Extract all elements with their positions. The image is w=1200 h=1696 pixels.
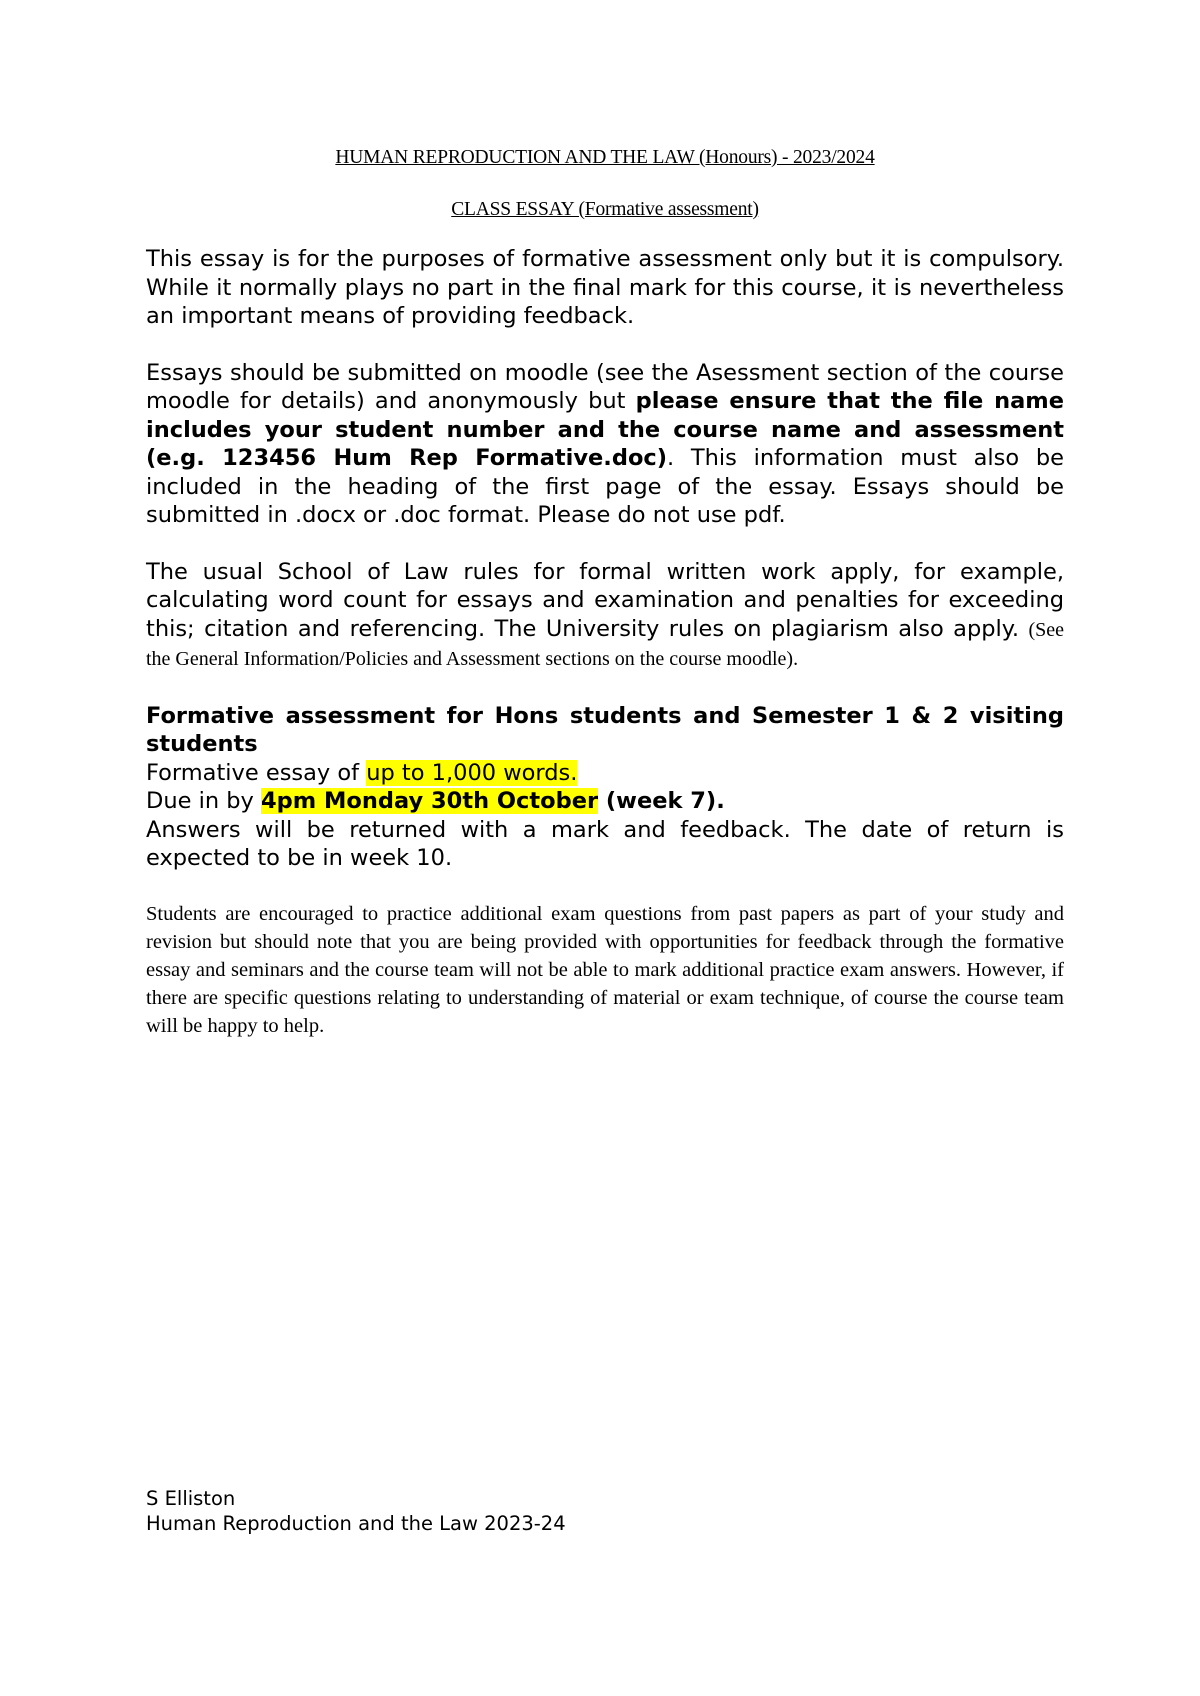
essay-length-line	[146, 759, 1064, 788]
submission-filename-instruction: please ensure that the file name includes your student number and the course name and assessment (e.g. 123456 Hum Rep Formative.doc)	[146, 388, 1064, 471]
rules-text: The usual School of Law rules for formal written work apply, for example, calculating word count for essays and examination and penalties for exceeding this; citation and referencing. The University rules on plagiarism also apply.	[146, 558, 1064, 642]
return-info: Answers will be returned with a mark and feedback. The date of return is expected to be in week 10.	[146, 816, 1064, 871]
footer-course: Human Reproduction and the Law 2023-24	[146, 1512, 566, 1535]
rules-paragraph	[146, 558, 1064, 674]
essay-length-prefix: Formative essay of	[146, 759, 367, 786]
formative-heading: Formative assessment for Hons students and Semester 1 & 2 visiting students	[146, 702, 1064, 757]
formative-section	[146, 702, 1064, 873]
rules-note: (See the General Information/Policies and Assessment sections on the course moodle).	[146, 618, 1064, 670]
document-subtitle: CLASS ESSAY (Formative assessment)	[451, 199, 759, 220]
due-date-highlight: 4pm Monday 30th October	[261, 788, 599, 814]
submission-text-end: . This information must also be included in the heading of the first page of the essay. Essays should be submitted in .docx or .doc format. Please do not use pdf.	[146, 445, 1065, 528]
due-date-prefix: Due in by	[146, 788, 261, 814]
document-title: HUMAN REPRODUCTION AND THE LAW (Honours) - 2023/2024	[335, 147, 875, 168]
document-footer	[146, 1486, 566, 1536]
footer-author: S Elliston	[146, 1487, 236, 1510]
essay-length-highlight: up to 1,000 words.	[366, 759, 578, 786]
document-body	[146, 146, 1064, 1040]
submission-paragraph	[146, 359, 1064, 530]
intro-paragraph: This essay is for the purposes of formative assessment only but it is compulsory. While it normally plays no part in the final mark for this course, it is nevertheless an important means of providing feedback.	[146, 246, 1064, 329]
due-date-week: (week 7).	[598, 788, 725, 814]
due-date-line	[146, 787, 1064, 816]
students-note: Students are encouraged to practice additional exam questions from past papers as part of your study and revision but should note that you are being provided with opportunities for feedback through the formative essay and seminars and the course team will not be able to mark additional practice exam answers. However, if there are specific questions relating to understanding of material or exam technique, of course the course team will be happy to help.	[146, 902, 1064, 1037]
submission-text-start: Essays should be submitted on moodle (see the Asessment section of the course moodle for details) and anonymously but	[146, 359, 1064, 414]
